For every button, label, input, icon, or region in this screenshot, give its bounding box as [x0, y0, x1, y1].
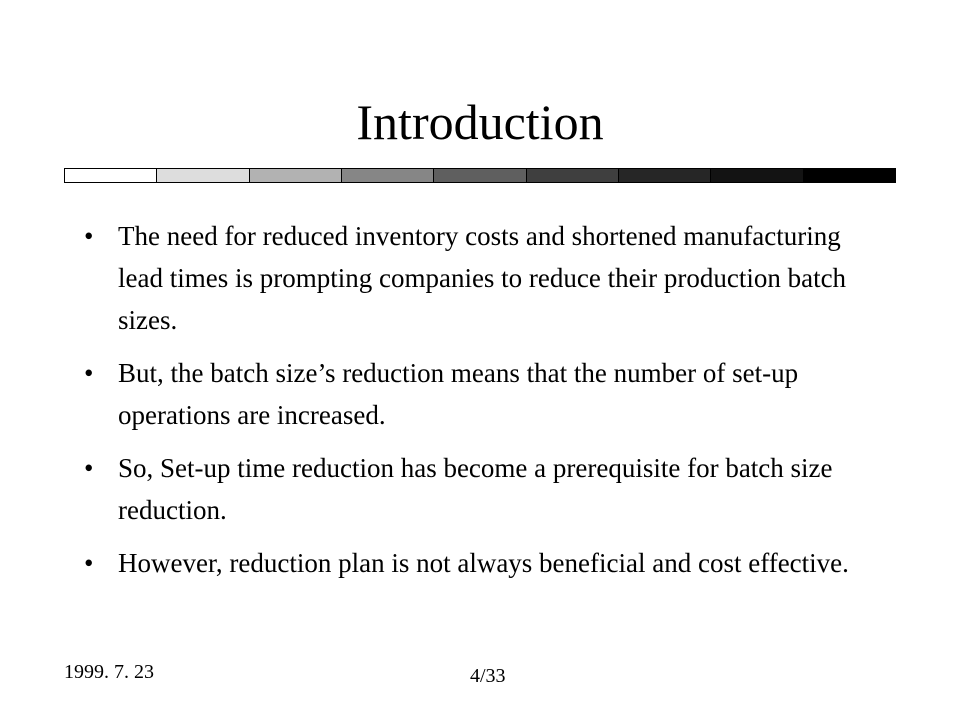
bullet-dot-icon: •	[84, 221, 94, 251]
bullet-item	[84, 447, 884, 531]
gradient-segment	[711, 169, 803, 182]
gradient-segment	[250, 169, 342, 182]
bullet-item	[84, 352, 884, 436]
bullet-item	[84, 542, 884, 584]
gradient-segment	[434, 169, 526, 182]
footer-date: 1999. 7. 23	[64, 661, 154, 683]
gradient-segment	[804, 169, 895, 182]
bullet-dot-icon: •	[84, 453, 94, 483]
bullet-list	[84, 215, 884, 595]
bullet-dot-icon: •	[84, 548, 94, 578]
gradient-segment	[65, 169, 157, 182]
gradient-segment	[527, 169, 619, 182]
bullet-item	[84, 215, 884, 341]
bullet-text: However, reduction plan is not always beneficial and cost effective.	[118, 548, 849, 578]
page-number: 4/33	[470, 665, 506, 687]
gradient-segment	[157, 169, 249, 182]
bullet-dot-icon: •	[84, 358, 94, 388]
bullet-text: But, the batch size’s reduction means that the number of set-up operations are increased.	[118, 358, 799, 430]
slide-title: Introduction	[356, 94, 604, 150]
gradient-segment	[342, 169, 434, 182]
bullet-text: The need for reduced inventory costs and shortened manufacturing lead times is prompting companies to reduce their production batch sizes.	[118, 221, 847, 335]
gradient-divider-bar	[64, 168, 896, 183]
gradient-segment	[619, 169, 711, 182]
bullet-text: So, Set-up time reduction has become a prerequisite for batch size reduction.	[118, 453, 833, 525]
